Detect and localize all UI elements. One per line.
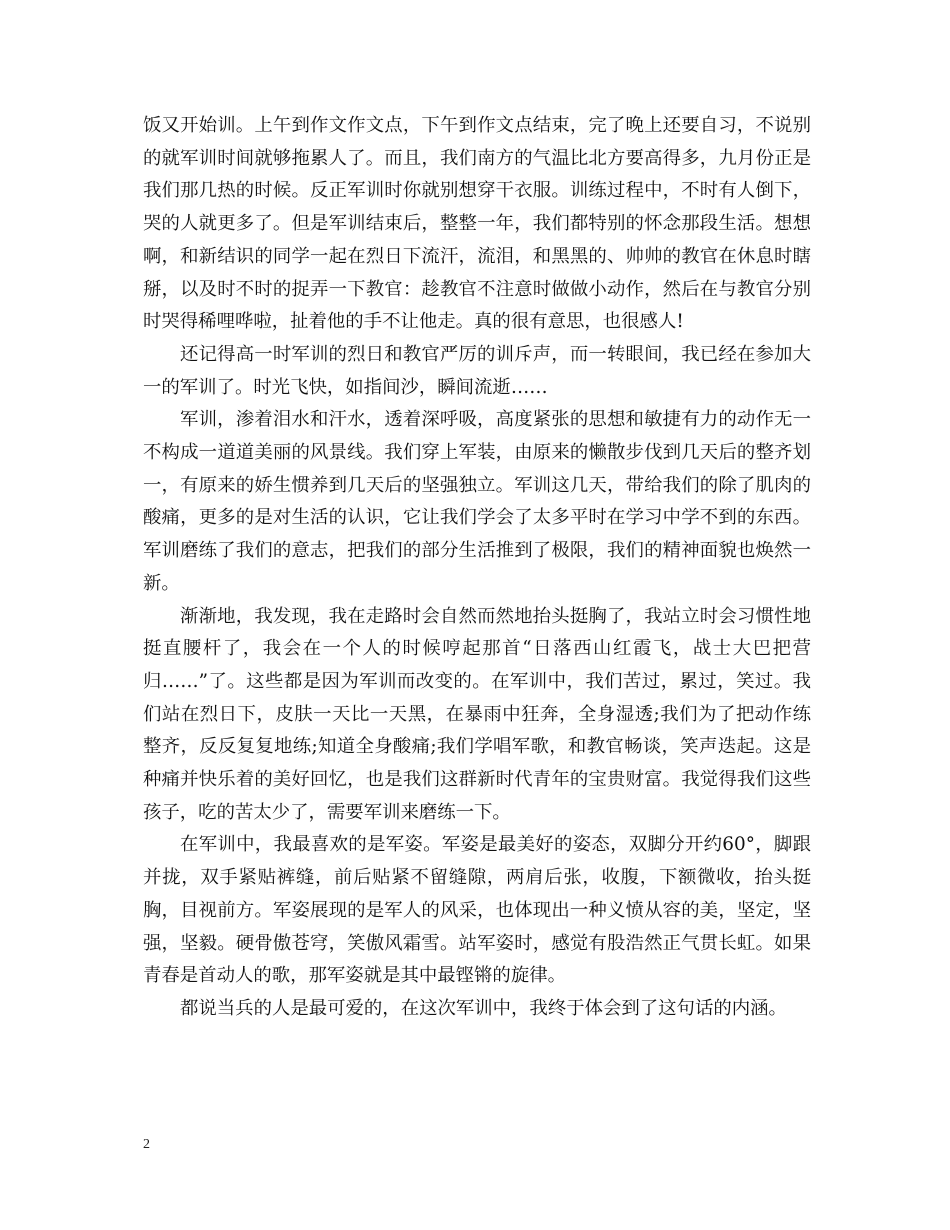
page-number: 2 [143,1137,150,1152]
paragraph-5: 在军训中，我最喜欢的是军姿。军姿是最美好的姿态，双脚分开约60°，脚跟并拢，双手紧贴裤缝，前后贴紧不留缝隙，两肩后张，收腹，下额微收，抬头挺胸，目视前方。军姿展现的是军人的风采，也体现出一种义愤从容的美，坚定，坚强，坚毅。硬骨傲苍穹，笑傲风霜雪。站军姿时，感觉有股浩然正气贯长虹。如果青春是首动人的歌，那军姿就是其中最铿锵的旋律。 [143,834,811,987]
document-body [143,110,811,1026]
paragraph-3: 军训，渗着泪水和汗水，透着深呼吸，高度紧张的思想和敏捷有力的动作无一不构成一道道美丽的风景线。我们穿上军装，由原来的懒散步伐到几天后的整齐划一，有原来的娇生惯养到几天后的坚强独立。军训这几天，带给我们的除了肌肉的酸痛，更多的是对生活的认识，它让我们学会了太多平时在学习中学不到的东西。军训磨练了我们的意志，把我们的部分生活推到了极限，我们的精神面貌也焕然一新。 [143,409,811,594]
paragraph-4: 渐渐地，我发现，我在走路时会自然而然地抬头挺胸了，我站立时会习惯性地挺直腰杆了，我会在一个人的时候哼起那首“日落西山红霞飞，战士大巴把营归……”了。这些都是因为军训而改变的。在军训中，我们苦过，累过，笑过。我们站在烈日下，皮肤一天比一天黑，在暴雨中狂奔，全身湿透;我们为了把动作练整齐，反反复复地练;知道全身酸痛;我们学唱军歌，和教官畅谈，笑声迭起。这是种痛并快乐着的美好回忆，也是我们这群新时代青年的宝贵财富。我觉得我们这些孩子，吃的苦太少了，需要军训来磨练一下。 [143,605,811,823]
paragraph-1: 饭又开始训。上午到作文作文点，下午到作文点结束，完了晚上还要自习，不说别的就军训时间就够拖累人了。而且，我们南方的气温比北方要高得多，九月份正是我们那几热的时候。反正军训时你就别想穿干衣服。训练过程中，不时有人倒下，哭的人就更多了。但是军训结束后，整整一年，我们都特别的怀念那段生活。想想啊，和新结识的同学一起在烈日下流汗，流泪，和黑黑的、帅帅的教官在休息时瞎掰，以及时不时的捉弄一下教官：趁教官不注意时做做小动作，然后在与教官分别时哭得稀哩哗啦，扯着他的手不让他走。真的很有意思，也很感人! [143,115,811,333]
paragraph-6: 都说当兵的人是最可爱的，在这次军训中，我终于体会到了这句话的内涵。 [180,997,787,1019]
paragraph-2: 还记得高一时军训的烈日和教官严厉的训斥声，而一转眼间，我已经在参加大一的军训了。时光飞快，如指间沙，瞬间流逝…… [143,343,811,398]
